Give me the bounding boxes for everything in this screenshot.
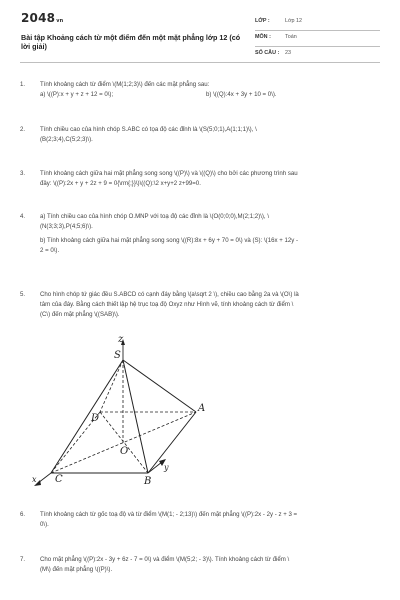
question-text-line: đây: \((P):2x + y + 2z + 9 = 0{\rm{;}}\)\((Q):\2 x+y+2 z+99=0. <box>40 180 201 187</box>
question-text-line: b) Tính khoảng cách giữa hai mặt phẳng song song \((R):8x + 6y + 70 = 0\) và (S): \(16x + 12y - <box>40 237 299 244</box>
question-body <box>40 125 382 145</box>
question-text-line: a) Tính chiều cao của hình chóp O.MNP với toạ độ các đỉnh là \(O(0;0;0),M(2;1;2)\), \ <box>40 213 270 220</box>
header-divider <box>20 62 380 63</box>
question-number: 6. <box>20 511 26 518</box>
question-text-line: Tính khoảng cách từ gốc toạ độ và từ điểm \(M(1; - 2;13)\) đến mặt phẳng \((P):2x - 2y - z + 3 = <box>40 511 298 518</box>
question-body <box>40 290 382 320</box>
meta-value: 23 <box>285 50 291 56</box>
question-number: 2. <box>20 126 26 133</box>
label-y: y <box>164 463 169 472</box>
label-a: A <box>198 403 206 414</box>
label-d: D <box>91 413 100 424</box>
question-text-line: (M\) đến mặt phẳng \((P)\). <box>40 566 113 573</box>
label-x: x <box>32 475 37 484</box>
question-body <box>40 80 382 100</box>
question-body <box>40 555 382 575</box>
question-body <box>40 510 382 530</box>
document-header <box>0 0 400 62</box>
meta-table <box>255 15 380 63</box>
question-body <box>40 169 382 189</box>
pyramid-diagram <box>28 332 218 492</box>
meta-label: MÔN : <box>255 34 271 40</box>
question-number: 4. <box>20 213 26 220</box>
question-number: 5. <box>20 291 26 298</box>
question-options <box>40 90 382 100</box>
meta-label: LỚP : <box>255 18 270 24</box>
document-title: Bài tập Khoảng cách từ một điểm đến một mặt phẳng lớp 12 (có lời giải) <box>21 33 241 52</box>
logo-text: 2048 <box>21 11 56 25</box>
label-s: S <box>114 350 121 361</box>
edge-ba <box>148 412 196 473</box>
meta-row-count <box>255 47 380 63</box>
meta-value: Toán <box>285 34 297 40</box>
question-text-line: Tính chiều cao của hình chóp S.ABC có tọa độ các đỉnh là \(S(5;0;1),A(1;1;1)\), \ <box>40 126 257 133</box>
label-b: B <box>144 476 152 487</box>
meta-label: SỐ CÂU : <box>255 50 280 56</box>
edge-sd <box>100 360 123 412</box>
question-text-line: 0\). <box>40 521 49 528</box>
question-text-line: tâm của đáy. Bằng cách thiết lập hệ trục toạ độ Oxyz như Hình vẽ, tính khoảng cách từ điểm \ <box>40 301 294 308</box>
question-text-line: Cho hình chóp tứ giác đều S.ABCD có cạnh đáy bằng \(a\sqrt 2 \), chiều cao bằng 2a và \(O\) là <box>40 291 299 298</box>
question-number: 1. <box>20 81 26 88</box>
question-text-line: 2 = 0\). <box>40 247 60 254</box>
meta-value: Lớp 12 <box>285 18 303 24</box>
question-text: Tính khoảng cách từ điểm \(M(1;2;3)\) đến các mặt phẳng sau: <box>40 81 210 88</box>
question-number: 7. <box>20 556 26 563</box>
label-c: C <box>55 474 63 485</box>
question-text-line: Tính khoảng cách giữa hai mặt phẳng song song \((P)\) và \((Q)\) cho bởi các phương trình sau <box>40 170 298 177</box>
option-a: a) \((P):x + y + z + 12 = 0\); <box>40 91 114 98</box>
meta-row-subject <box>255 31 380 47</box>
option-b: b) \((Q):4x + 3y + 10 = 0\). <box>206 91 277 98</box>
pyramid-figure <box>28 332 218 492</box>
diagonal-ca <box>51 412 196 473</box>
label-z: z <box>118 334 124 345</box>
site-logo[interactable] <box>21 11 63 25</box>
question-text-line: (N(3;3;3),P(4;5;6)\). <box>40 223 93 230</box>
question-text-line: (C\) đến mặt phẳng \((SAB)\). <box>40 311 120 318</box>
meta-row-class <box>255 15 380 31</box>
label-o: O <box>120 446 129 457</box>
question-body <box>40 212 382 256</box>
edge-sa <box>123 360 196 412</box>
logo-suffix: vn <box>56 18 64 24</box>
edge-sc <box>51 360 123 473</box>
question-text-line: Cho mặt phẳng \((P):2x - 3y + 6z - 7 = 0\) và điểm \(M(5;2; - 3)\). Tính khoảng cách từ điểm \ <box>40 556 290 563</box>
question-number: 3. <box>20 170 26 177</box>
question-text-line: (B(2;3;4),C(5;2;3)\). <box>40 136 93 143</box>
